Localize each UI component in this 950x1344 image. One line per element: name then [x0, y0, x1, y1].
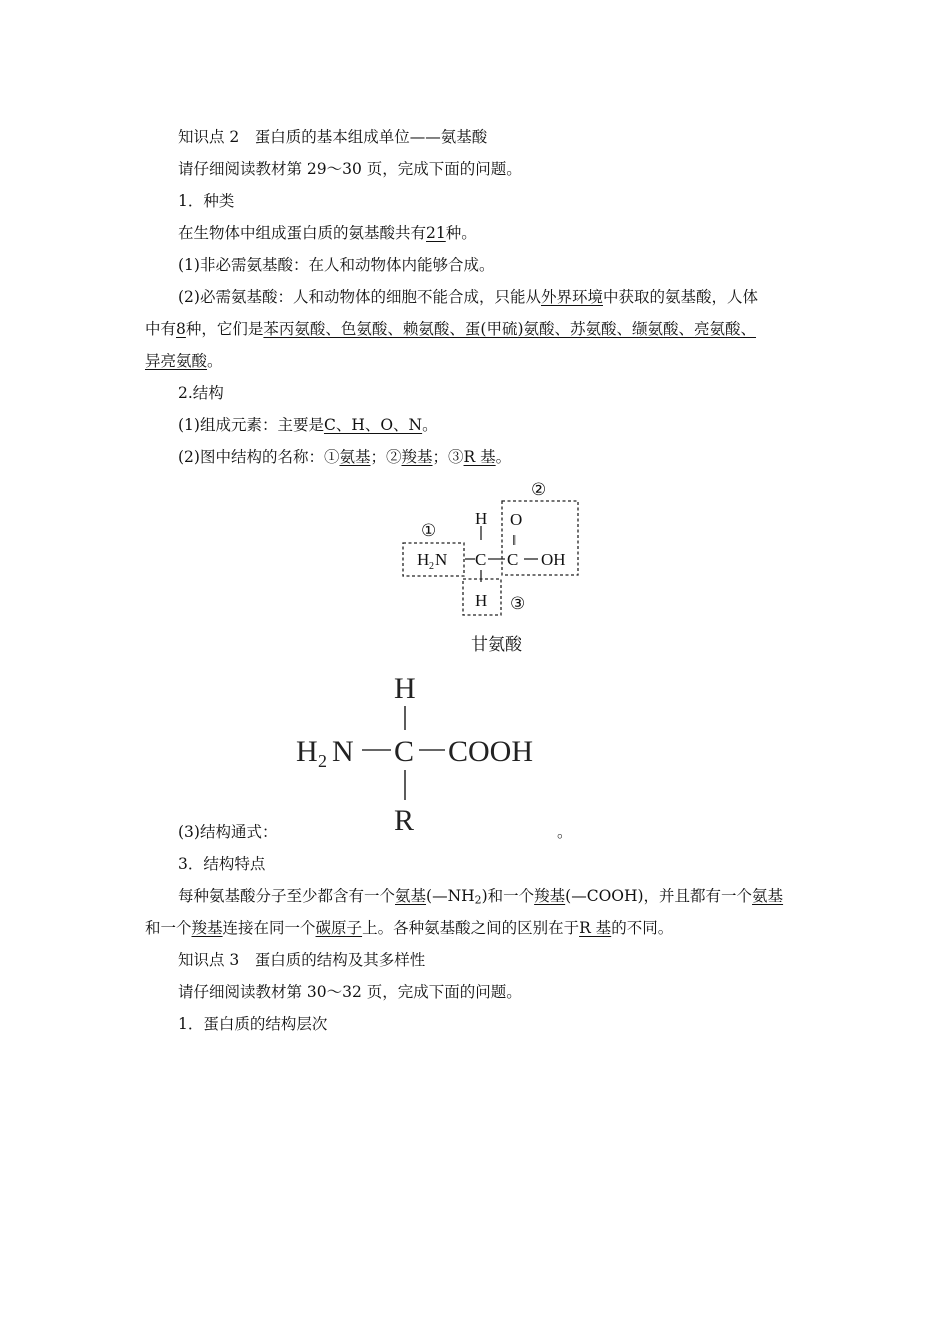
mark-3: ③ — [510, 594, 526, 613]
nonessential-line: (1)非必需氨基酸：在人和动物体内能够合成。 — [178, 256, 495, 274]
atom-h: H — [394, 672, 416, 705]
atom-n: N — [332, 735, 354, 768]
general-formula-diagram — [290, 668, 560, 838]
atom-c-alpha: C — [475, 550, 487, 569]
group-r: R — [394, 804, 415, 837]
structure-title: 2.结构 — [178, 384, 224, 402]
answer-blank: 氨基 — [395, 887, 427, 905]
atom-o: O — [510, 510, 523, 529]
answer-blank: 21 — [426, 224, 446, 242]
mark-2: ② — [531, 480, 547, 499]
essential-line-2: 中有8种，它们是苯丙氨酸、色氨酸、赖氨酸、蛋(甲硫)氨酸、苏氨酸、缬氨酸、亮氨酸、 — [145, 320, 757, 338]
atom-n: N — [435, 550, 448, 569]
glycine-caption: 甘氨酸 — [471, 635, 522, 655]
section3-item1: 1．蛋白质的结构层次 — [178, 1015, 328, 1033]
names-line: (2)图中结构的名称：①氨基；②羧基；③R 基。 — [178, 448, 512, 466]
general-formula-label: (3)结构通式： — [178, 823, 278, 841]
group-cooh: COOH — [448, 735, 534, 768]
section3-heading: 知识点 3 蛋白质的结构及其多样性 — [178, 951, 426, 969]
answer-blank: 苯丙氨酸、色氨酸、赖氨酸、蛋(甲硫)氨酸、苏氨酸、缬氨酸、亮氨酸、 — [263, 320, 757, 338]
answer-blank: 8 — [176, 320, 186, 338]
answer-blank: 碳原子 — [315, 919, 363, 937]
mark-1: ① — [421, 521, 437, 540]
features-title: 3．结构特点 — [178, 855, 266, 873]
section2-heading: 知识点 2 蛋白质的基本组成单位——氨基酸 — [178, 128, 488, 146]
answer-blank: C、H、O、N — [323, 416, 423, 434]
answer-blank: 异亮氨酸 — [145, 352, 208, 370]
section3-instruction: 请仔细阅读教材第 30～32 页，完成下面的问题。 — [178, 983, 522, 1001]
answer-blank: 羧基 — [401, 448, 433, 466]
answer-blank: 羧基 — [534, 887, 566, 905]
answer-blank: 氨基 — [752, 887, 784, 905]
general-formula-end: 。 — [557, 823, 573, 841]
atom-c: C — [394, 735, 415, 768]
elements-line: (1)组成元素：主要是C、H、O、N。 — [178, 416, 438, 434]
kinds-count-line: 在生物体中组成蛋白质的氨基酸共有21种。 — [178, 224, 477, 242]
atom-h-bottom: H — [475, 591, 488, 610]
essential-line-1: (2)必需氨基酸：人和动物体的细胞不能合成，只能从外界环境中获取的氨基酸，人体 — [178, 288, 758, 306]
essential-line-3: 异亮氨酸。 — [145, 352, 223, 370]
answer-blank: R 基 — [463, 448, 496, 466]
answer-blank: 氨基 — [339, 448, 371, 466]
features-line-1: 每种氨基酸分子至少都含有一个氨基$(—NH_2)$和一个羧基(—COOH)，并且都有一个氨基 — [178, 887, 784, 907]
atom-h2n-sub: 2 — [429, 561, 434, 572]
section2-instruction: 请仔细阅读教材第 29～30 页，完成下面的问题。 — [178, 160, 522, 178]
atom-c-carboxyl: C — [507, 550, 519, 569]
features-line-2: 和一个羧基连接在同一个碳原子上。各种氨基酸之间的区别在于R 基的不同。 — [145, 919, 674, 937]
atom-h2-sub: 2 — [318, 751, 327, 771]
atom-h2n-h: H — [417, 550, 430, 569]
atom-oh: OH — [541, 550, 566, 569]
answer-blank: 外界环境 — [540, 288, 603, 306]
atom-h2: H — [296, 735, 318, 768]
answer-blank: 羧基 — [191, 919, 223, 937]
double-bond: ‖ — [512, 533, 517, 549]
glycine-diagram — [395, 470, 595, 660]
kinds-title: 1．种类 — [178, 192, 235, 210]
answer-blank: R 基 — [579, 919, 612, 937]
atom-h-top: H — [475, 509, 488, 528]
